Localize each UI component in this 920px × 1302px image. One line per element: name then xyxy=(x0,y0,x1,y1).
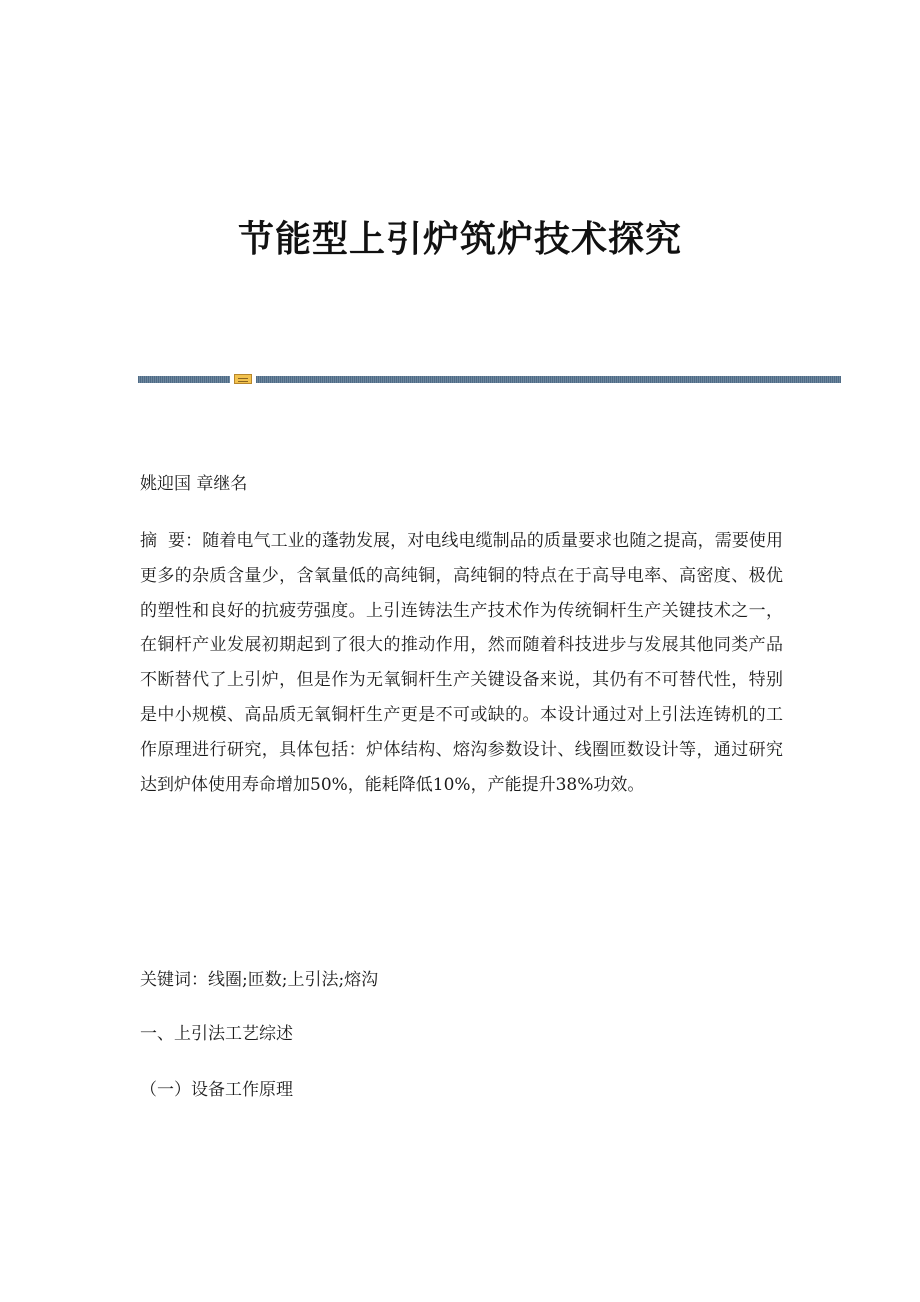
section-heading: 一、上引法工艺综述 xyxy=(140,1024,293,1044)
title-divider xyxy=(138,374,841,384)
abstract-paragraph xyxy=(140,524,783,802)
subsection-heading: （一）设备工作原理 xyxy=(140,1080,293,1100)
paper-title: 节能型上引炉筑炉技术探究 xyxy=(237,219,682,260)
abstract-label: 摘 要： xyxy=(140,531,203,551)
divider-bar-right xyxy=(256,376,841,383)
keywords-line: 关键词：线圈;匝数;上引法;熔沟 xyxy=(140,970,379,990)
divider-ornament-icon xyxy=(234,374,252,384)
abstract-text: 随着电气工业的蓬勃发展，对电线电缆制品的质量要求也随之提高，需要使用更多的杂质含量少，含氧量低的高纯铜，高纯铜的特点在于高导电率、高密度、极优的塑性和良好的抗疲劳强度。上引连铸法生产技术作为传统铜杆生产关键技术之一，在铜杆产业发展初期起到了很大的推动作用，然而随着科技进步与发展其他同类产品不断替代了上引炉，但是作为无氧铜杆生产关键设备来说，其仍有不可替代性，特别是中小规模、高品质无氧铜杆生产更是不可或缺的。本设计通过对上引法连铸机的工作原理进行研究，具体包括：炉体结构、熔沟参数设计、线圈匝数设计等，通过研究达到炉体使用寿命增加50%，能耗降低10%，产能提升38%功效。 xyxy=(140,531,784,795)
divider-bar-left xyxy=(138,376,230,383)
author-list: 姚迎国 章继名 xyxy=(140,474,248,494)
